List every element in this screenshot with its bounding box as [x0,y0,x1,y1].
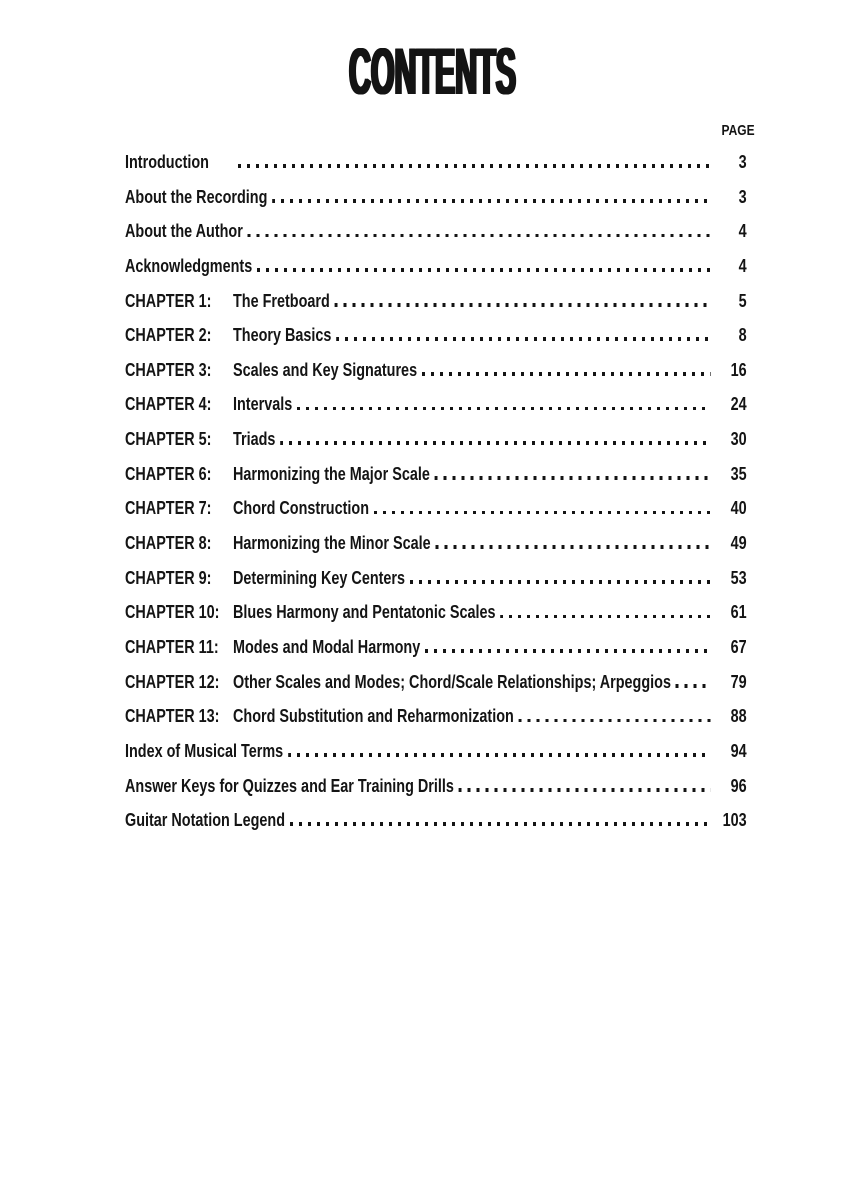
dot-leader [425,649,711,653]
entry-page-number: 96 [730,775,747,796]
entry-page-number: 53 [730,567,747,588]
contents-page [0,34,864,1190]
entry-title: Harmonizing the Minor Scale [233,533,431,554]
chapter-label: CHAPTER 11: [125,636,219,657]
entry-title: Intervals [233,394,293,415]
entry-page-number: 5 [738,290,747,311]
dot-leader [297,407,711,411]
toc-entry [125,602,747,637]
dot-leader [435,545,710,549]
entry-page-number: 67 [730,636,747,657]
toc-entry [125,187,747,222]
dot-leader [676,684,711,688]
entry-title: Determining Key Centers [233,567,406,588]
dot-leader [280,441,710,445]
chapter-label: CHAPTER 7: [125,498,212,519]
entry-page-number: 3 [738,186,747,207]
dot-leader [519,719,711,723]
entry-title: Other Scales and Modes; Chord/Scale Relationships; Arpeggios [233,671,671,692]
dot-leader [435,476,711,480]
toc-entry [125,360,747,395]
toc-area [125,122,755,845]
entry-page-number: 103 [722,810,747,831]
toc-entry [125,776,747,811]
chapter-label: CHAPTER 3: [125,359,212,380]
entry-page-number: 40 [730,498,747,519]
toc-entry [125,256,747,291]
toc-entry [125,221,747,256]
chapter-label: CHAPTER 13: [125,706,220,727]
entry-page-number: 79 [730,671,747,692]
entry-title: About the Recording [125,186,268,207]
entry-title: Modes and Modal Harmony [233,636,421,657]
entry-page-number: 3 [738,152,747,172]
entry-title: Index of Musical Terms [125,740,284,761]
toc-entry [125,464,747,499]
dot-leader [248,234,711,238]
toc-entry [125,291,747,326]
entry-title: Chord Construction [233,498,369,519]
dot-leader [257,268,711,272]
toc-entry [125,429,747,464]
toc-entry [125,637,747,672]
entry-page-number: 49 [730,533,747,554]
dot-leader [459,788,711,792]
dot-leader [374,511,711,515]
entry-page-number: 24 [730,394,747,415]
toc-entry [125,533,747,568]
toc-entry [125,741,747,776]
entry-page-number: 94 [730,740,747,761]
entry-page-number: 4 [738,221,747,242]
toc-list [125,152,747,845]
toc-entry [125,325,747,360]
toc-entry [125,672,747,707]
toc-entry [125,498,747,533]
dot-leader [410,580,711,584]
entry-page-number: 61 [730,602,747,623]
dot-leader [336,337,710,341]
entry-title: Scales and Key Signatures [233,359,418,380]
page-title [0,34,864,108]
toc-entry [125,394,747,429]
entry-title: Chord Substitution and Reharmonization [233,706,514,727]
page-title-text: CONTENTS [348,34,516,108]
chapter-label: CHAPTER 10: [125,602,220,623]
entry-page-number: 8 [738,325,747,346]
entry-page-number: 35 [730,463,747,484]
entry-page-number: 16 [730,359,747,380]
entry-title: Triads [233,429,276,450]
entry-title: Guitar Notation Legend [125,810,285,831]
dot-leader [335,303,711,307]
dot-leader [238,164,711,168]
page-column-header: PAGE [721,122,755,139]
entry-title: Answer Keys for Quizzes and Ear Training Drills [125,775,454,796]
dot-leader [290,822,711,826]
chapter-label: CHAPTER 6: [125,463,212,484]
chapter-label: CHAPTER 4: [125,394,212,415]
dot-leader [500,615,710,619]
dot-leader [288,753,711,757]
entry-page-number: 4 [738,255,747,276]
entry-title: The Fretboard [233,290,330,311]
dot-leader [272,199,710,203]
entry-title: About the Author [125,221,243,242]
entry-title: Harmonizing the Major Scale [233,463,430,484]
entry-title: Blues Harmony and Pentatonic Scales [233,602,496,623]
chapter-label: CHAPTER 2: [125,325,212,346]
entry-page-number: 30 [730,429,747,450]
entry-page-number: 88 [730,706,747,727]
entry-title: Introduction [125,152,209,172]
chapter-label: CHAPTER 9: [125,567,212,588]
chapter-label: CHAPTER 5: [125,429,212,450]
chapter-label: CHAPTER 8: [125,533,212,554]
toc-entry [125,152,747,187]
toc-entry [125,810,747,845]
entry-title: Theory Basics [233,325,332,346]
chapter-label: CHAPTER 1: [125,290,212,311]
chapter-label: CHAPTER 12: [125,671,220,692]
toc-entry [125,568,747,603]
toc-entry [125,706,747,741]
dot-leader [422,372,711,376]
entry-title: Acknowledgments [125,255,253,276]
